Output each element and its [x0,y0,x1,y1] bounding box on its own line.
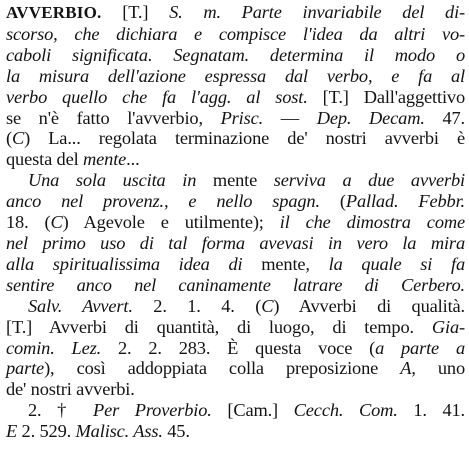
italic-text: E [6,421,18,442]
entry-line [6,421,465,442]
entry-line [6,275,465,296]
entry-line [6,128,465,149]
roman-text: ... [126,149,140,170]
entry-line [6,24,465,45]
italic-text: Prisc. [220,107,264,128]
entry-line [6,191,465,212]
roman-text: — [263,107,317,128]
italic-text: S. m. Parte invariabile del di- [169,2,466,22]
italic-text: alla spiritualissima idea di [6,253,262,274]
roman-text: 47. [424,107,465,128]
roman-text: questa del [6,149,83,170]
entry-line [6,400,465,421]
italic-text: sentire anco nel caninamente latrare di Cerbero. [6,274,465,295]
italic-text: Salv. Avvert. [28,295,133,316]
roman-text: [T.] Avverbi di quantità, di luogo, di tempo. [6,316,432,337]
italic-text: a parte a [375,337,465,358]
roman-text: ( [319,191,346,212]
italic-text: C [261,295,274,316]
roman-text: 1. 41. [397,400,465,421]
italic-text: Pallad. Febbr. [345,191,465,212]
italic-text: Cecch. Com. [293,400,398,421]
roman-text: 2. 529. [17,421,76,442]
roman-text: ( [6,128,12,149]
entry-line [6,254,465,275]
italic-text: verbo quello che fa l'agg. al sost. [6,86,308,107]
entry-line [6,296,465,317]
italic-text: A [400,358,412,379]
roman-text: ), così addoppiata colla preposizione [44,358,401,379]
roman-text: mente [212,170,258,191]
roman-text: de' nostri avverbi. [6,379,135,400]
entry-line [6,233,465,254]
entry-line [6,66,465,87]
italic-text: Dep. Decam. [316,107,425,128]
entry-line [6,358,465,379]
roman-text: ) La... regolata terminazione de' nostri avverbi è [24,128,465,149]
roman-text: se n'è fatto l'avverbio, [6,107,221,128]
headword: AVVERBIO. [6,3,102,22]
italic-text: il che dimostra come [279,212,466,233]
italic-text: nel primo uso di tal forma avevasi in vero la mira [6,232,465,253]
roman-text: 45. [162,421,190,442]
entry-text [6,2,465,442]
roman-text: 2. † [28,400,93,421]
italic-text: Malisc. Ass. [75,421,163,442]
entry-line [6,212,465,233]
italic-text: , la quale si fa [305,253,466,274]
italic-text: caboli significata. Segnatam. determina il modo o [6,44,465,65]
italic-text: serviva a due avverbi [257,170,466,191]
roman-text: [T.] [122,2,170,22]
italic-text: Una sola uscita in [28,170,213,191]
italic-text: scorso, che dichiara e compisce l'idea da altri vo- [6,23,465,44]
italic-text: anco nel provenz., e nello spagn. [6,191,320,212]
roman-text: 2. 1. 4. ( [132,295,262,316]
entry-line [6,338,465,359]
roman-text: mente [261,253,306,274]
italic-text: la misura dell'azione espressa dal verbo, e fa al [6,65,465,86]
italic-text: Gia- [431,316,465,337]
entry-line [6,87,465,108]
roman-text: ) Agevole e utilmente); [62,212,280,233]
italic-text: C [50,212,63,233]
roman-text: ) Avverbi di qualità. [273,295,465,316]
italic-text: Per Proverbio. [93,400,212,421]
entry-line [6,170,465,191]
italic-text: C [11,128,25,149]
roman-text: 2. 2. 283. È questa voce ( [101,337,376,358]
roman-text: [T.] Dall'aggettivo [307,86,466,107]
entry-line [6,2,465,24]
roman-text: [Cam.] [211,400,294,421]
italic-text: parte [6,358,45,379]
italic-text: mente [83,149,127,170]
italic-text: comin. Lez. [6,337,102,358]
roman-text: 18. ( [6,212,51,233]
entry-line [6,45,465,66]
entry-line [6,317,465,338]
roman-text: , uno [411,358,465,379]
entry-line [6,149,465,170]
entry-line [6,379,465,400]
entry-line [6,108,465,129]
